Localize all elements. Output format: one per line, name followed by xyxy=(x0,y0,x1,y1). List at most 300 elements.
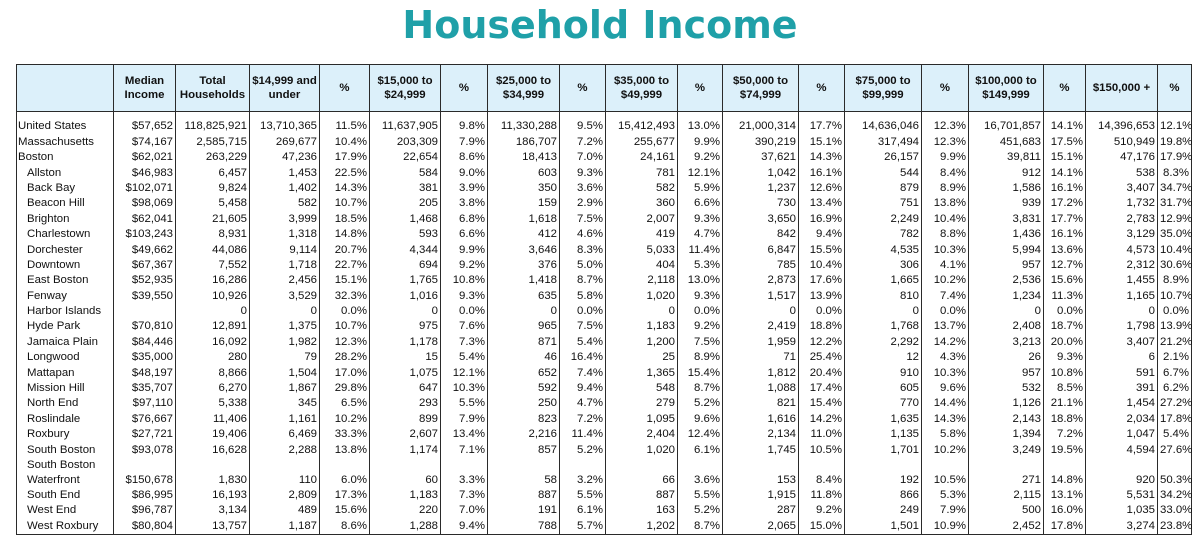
percent-cell: 9.8% xyxy=(441,112,488,135)
value-cell: 1,765 xyxy=(370,273,441,288)
percent-cell: 12.3% xyxy=(320,334,370,349)
percent-cell: 8.6% xyxy=(441,150,488,165)
household-income-table xyxy=(16,64,1192,535)
area-name-cell: Hyde Park xyxy=(17,319,114,334)
value-cell: 250 xyxy=(488,396,560,411)
value-cell: 381 xyxy=(370,181,441,196)
percent-cell: 10.4% xyxy=(799,258,845,273)
value-cell: 360 xyxy=(606,196,678,211)
value-cell: 13,710,365 xyxy=(250,112,320,135)
value-cell: 788 xyxy=(488,518,560,534)
value-cell: $70,810 xyxy=(114,319,176,334)
area-name-cell: South Boston xyxy=(17,442,114,457)
percent-cell: 10.8% xyxy=(441,273,488,288)
percent-cell: 7.1% xyxy=(441,442,488,457)
value-cell: 603 xyxy=(488,165,560,180)
percent-cell: 7.5% xyxy=(678,334,723,349)
percent-cell: 5.2% xyxy=(560,442,606,457)
area-name-cell: East Boston xyxy=(17,273,114,288)
area-name-cell: Allston xyxy=(17,165,114,180)
value-cell: 1,745 xyxy=(723,442,799,457)
percent-cell: 12.6% xyxy=(799,181,845,196)
value-cell: $96,787 xyxy=(114,503,176,518)
percent-cell: 10.3% xyxy=(922,365,969,380)
value-cell: 1,616 xyxy=(723,411,799,426)
value-cell: 15 xyxy=(370,350,441,365)
area-name-cell: West End xyxy=(17,503,114,518)
value-cell: 1,455 xyxy=(1086,273,1158,288)
percent-cell: 5.4% xyxy=(441,350,488,365)
value-cell: 1,468 xyxy=(370,211,441,226)
percent-cell: 18.5% xyxy=(320,211,370,226)
value-cell: 2,143 xyxy=(969,411,1044,426)
value-cell: 879 xyxy=(845,181,922,196)
value-cell: 1,042 xyxy=(723,165,799,180)
percent-cell: 8.8% xyxy=(922,227,969,242)
value-cell: 6,270 xyxy=(176,381,250,396)
percent-cell: 5.3% xyxy=(922,488,969,503)
percent-cell: 14.2% xyxy=(799,411,845,426)
percent-cell: 5.0% xyxy=(560,258,606,273)
percent-cell: 14.3% xyxy=(799,150,845,165)
value-cell: 16,092 xyxy=(176,334,250,349)
percent-cell: 11.8% xyxy=(799,488,845,503)
value-cell: 8,931 xyxy=(176,227,250,242)
value-cell: 271 xyxy=(969,458,1044,488)
value-cell: 582 xyxy=(250,196,320,211)
value-cell: 11,330,288 xyxy=(488,112,560,135)
percent-cell: 27.2% xyxy=(1158,396,1192,411)
percent-cell: 32.3% xyxy=(320,288,370,303)
value-cell: 47,176 xyxy=(1086,150,1158,165)
percent-cell: 18.8% xyxy=(1044,411,1086,426)
table-row xyxy=(17,365,1192,380)
percent-cell: 9.0% xyxy=(441,165,488,180)
value-cell: 965 xyxy=(488,319,560,334)
value-cell: 191 xyxy=(488,503,560,518)
percent-cell: 17.2% xyxy=(1044,196,1086,211)
percent-cell: 3.6% xyxy=(678,458,723,488)
value-cell: 1,665 xyxy=(845,273,922,288)
percent-cell: 20.7% xyxy=(320,242,370,257)
value-cell: 782 xyxy=(845,227,922,242)
percent-cell: 23.8% xyxy=(1158,518,1192,534)
value-cell: 2,292 xyxy=(845,334,922,349)
value-cell: 159 xyxy=(488,196,560,211)
value-cell: 419 xyxy=(606,227,678,242)
value-cell: 0 xyxy=(250,304,320,319)
value-cell: 1,501 xyxy=(845,518,922,534)
percent-cell: 9.2% xyxy=(799,503,845,518)
value-cell: 2,452 xyxy=(969,518,1044,534)
percent-cell: 7.0% xyxy=(560,150,606,165)
percent-cell: 16.0% xyxy=(1044,503,1086,518)
header-cell: $35,000 to $49,999 xyxy=(606,65,678,112)
value-cell: 3,999 xyxy=(250,211,320,226)
percent-cell: 10.2% xyxy=(922,442,969,457)
percent-cell: 11.4% xyxy=(678,242,723,257)
percent-cell: 8.7% xyxy=(678,381,723,396)
percent-cell: 7.3% xyxy=(441,488,488,503)
percent-cell: 8.9% xyxy=(1158,273,1192,288)
value-cell: 1,318 xyxy=(250,227,320,242)
value-cell: $98,069 xyxy=(114,196,176,211)
area-name-cell: Longwood xyxy=(17,350,114,365)
value-cell xyxy=(114,304,176,319)
percent-cell: 17.9% xyxy=(320,150,370,165)
percent-cell: 5.2% xyxy=(678,503,723,518)
value-cell: 205 xyxy=(370,196,441,211)
area-name-cell: Mission Hill xyxy=(17,381,114,396)
percent-cell: 0.0% xyxy=(441,304,488,319)
value-cell: 376 xyxy=(488,258,560,273)
value-cell: 18,413 xyxy=(488,150,560,165)
header-cell: % xyxy=(678,65,723,112)
value-cell: $52,935 xyxy=(114,273,176,288)
value-cell: 1,618 xyxy=(488,211,560,226)
header-cell: % xyxy=(922,65,969,112)
value-cell: 1,234 xyxy=(969,288,1044,303)
value-cell: 26 xyxy=(969,350,1044,365)
percent-cell: 12.3% xyxy=(922,112,969,135)
percent-cell: 28.2% xyxy=(320,350,370,365)
value-cell: 584 xyxy=(370,165,441,180)
value-cell: 887 xyxy=(606,488,678,503)
percent-cell: 8.6% xyxy=(320,518,370,534)
value-cell: 350 xyxy=(488,181,560,196)
value-cell: 44,086 xyxy=(176,242,250,257)
value-cell: 871 xyxy=(488,334,560,349)
percent-cell: 12.9% xyxy=(1158,211,1192,226)
value-cell: 1,135 xyxy=(845,427,922,442)
header-cell: $25,000 to $34,999 xyxy=(488,65,560,112)
percent-cell: 0.0% xyxy=(678,304,723,319)
percent-cell: 6.8% xyxy=(441,211,488,226)
percent-cell: 19.5% xyxy=(1044,442,1086,457)
header-cell: Total Households xyxy=(176,65,250,112)
percent-cell: 14.2% xyxy=(922,334,969,349)
value-cell: 12 xyxy=(845,350,922,365)
value-cell: 37,621 xyxy=(723,150,799,165)
percent-cell: 13.0% xyxy=(678,112,723,135)
value-cell: 3,213 xyxy=(969,334,1044,349)
value-cell: 1,174 xyxy=(370,442,441,457)
percent-cell: 9.9% xyxy=(922,150,969,165)
value-cell: 16,286 xyxy=(176,273,250,288)
value-cell: 2,607 xyxy=(370,427,441,442)
value-cell: 11,637,905 xyxy=(370,112,441,135)
value-cell: 1,867 xyxy=(250,381,320,396)
percent-cell: 0.0% xyxy=(1158,304,1192,319)
percent-cell: 13.9% xyxy=(799,288,845,303)
percent-cell: 50.3% xyxy=(1158,458,1192,488)
header-cell: $15,000 to $24,999 xyxy=(370,65,441,112)
value-cell: 910 xyxy=(845,365,922,380)
percent-cell: 3.3% xyxy=(441,458,488,488)
percent-cell: 0.0% xyxy=(799,304,845,319)
value-cell: 1,187 xyxy=(250,518,320,534)
percent-cell: 15.1% xyxy=(799,134,845,149)
value-cell: 785 xyxy=(723,258,799,273)
value-cell: 1,635 xyxy=(845,411,922,426)
value-cell: 451,683 xyxy=(969,134,1044,149)
value-cell: 279 xyxy=(606,396,678,411)
percent-cell: 27.6% xyxy=(1158,442,1192,457)
percent-cell: 5.5% xyxy=(678,488,723,503)
value-cell: $35,707 xyxy=(114,381,176,396)
table-row xyxy=(17,319,1192,334)
value-cell: 1,016 xyxy=(370,288,441,303)
value-cell: 2,408 xyxy=(969,319,1044,334)
value-cell: 1,126 xyxy=(969,396,1044,411)
value-cell: 3,274 xyxy=(1086,518,1158,534)
percent-cell: 16.1% xyxy=(1044,227,1086,242)
table-row xyxy=(17,518,1192,534)
value-cell: 2,536 xyxy=(969,273,1044,288)
value-cell: 939 xyxy=(969,196,1044,211)
table-body xyxy=(17,112,1192,535)
value-cell: 1,768 xyxy=(845,319,922,334)
table-row xyxy=(17,196,1192,211)
percent-cell: 14.1% xyxy=(1044,112,1086,135)
value-cell: 6,469 xyxy=(250,427,320,442)
percent-cell: 10.4% xyxy=(922,211,969,226)
value-cell: 58 xyxy=(488,458,560,488)
value-cell: 5,033 xyxy=(606,242,678,257)
header-row xyxy=(17,65,1192,112)
value-cell: 7,552 xyxy=(176,258,250,273)
value-cell: 3,831 xyxy=(969,211,1044,226)
percent-cell: 14.8% xyxy=(1044,458,1086,488)
value-cell: 269,677 xyxy=(250,134,320,149)
value-cell: 2,007 xyxy=(606,211,678,226)
value-cell: 249 xyxy=(845,503,922,518)
percent-cell: 15.1% xyxy=(1044,150,1086,165)
value-cell: $48,197 xyxy=(114,365,176,380)
value-cell: 71 xyxy=(723,350,799,365)
area-name-cell: Jamaica Plain xyxy=(17,334,114,349)
percent-cell: 35.0% xyxy=(1158,227,1192,242)
value-cell: 280 xyxy=(176,350,250,365)
value-cell: $80,804 xyxy=(114,518,176,534)
header-cell: $14,999 and under xyxy=(250,65,320,112)
percent-cell: 0.0% xyxy=(1044,304,1086,319)
value-cell: 21,605 xyxy=(176,211,250,226)
value-cell: 592 xyxy=(488,381,560,396)
value-cell: 293 xyxy=(370,396,441,411)
table-row xyxy=(17,112,1192,135)
header-cell: $150,000 + xyxy=(1086,65,1158,112)
value-cell: 391 xyxy=(1086,381,1158,396)
percent-cell: 6.1% xyxy=(678,442,723,457)
percent-cell: 22.5% xyxy=(320,165,370,180)
percent-cell: 3.9% xyxy=(441,181,488,196)
value-cell: 4,535 xyxy=(845,242,922,257)
table-row xyxy=(17,211,1192,226)
value-cell: 19,406 xyxy=(176,427,250,442)
value-cell: 3,529 xyxy=(250,288,320,303)
value-cell: 1,183 xyxy=(370,488,441,503)
table-row xyxy=(17,304,1192,319)
percent-cell: 6.1% xyxy=(560,503,606,518)
value-cell: 899 xyxy=(370,411,441,426)
value-cell: 2,404 xyxy=(606,427,678,442)
percent-cell: 15.4% xyxy=(678,365,723,380)
percent-cell: 15.6% xyxy=(320,503,370,518)
percent-cell: 8.3% xyxy=(1158,165,1192,180)
percent-cell: 12.3% xyxy=(922,134,969,149)
percent-cell: 10.2% xyxy=(922,273,969,288)
percent-cell: 17.7% xyxy=(1044,211,1086,226)
percent-cell: 7.2% xyxy=(1044,427,1086,442)
value-cell: 2,115 xyxy=(969,488,1044,503)
value-cell: 287 xyxy=(723,503,799,518)
percent-cell: 19.8% xyxy=(1158,134,1192,149)
percent-cell: 14.3% xyxy=(922,411,969,426)
percent-cell: 25.4% xyxy=(799,350,845,365)
table-row xyxy=(17,503,1192,518)
value-cell: $84,446 xyxy=(114,334,176,349)
percent-cell: 20.0% xyxy=(1044,334,1086,349)
value-cell: 1,020 xyxy=(606,288,678,303)
value-cell: 544 xyxy=(845,165,922,180)
percent-cell: 5.9% xyxy=(678,181,723,196)
value-cell: 1,183 xyxy=(606,319,678,334)
percent-cell: 2.1% xyxy=(1158,350,1192,365)
table-row xyxy=(17,258,1192,273)
value-cell: 24,161 xyxy=(606,150,678,165)
value-cell: 2,216 xyxy=(488,427,560,442)
value-cell: 1,718 xyxy=(250,258,320,273)
value-cell: 1,812 xyxy=(723,365,799,380)
percent-cell: 8.7% xyxy=(560,273,606,288)
value-cell: 0 xyxy=(176,304,250,319)
percent-cell: 7.0% xyxy=(441,503,488,518)
value-cell: 60 xyxy=(370,458,441,488)
percent-cell: 4.3% xyxy=(922,350,969,365)
percent-cell: 18.8% xyxy=(799,319,845,334)
value-cell: 263,229 xyxy=(176,150,250,165)
percent-cell: 7.4% xyxy=(560,365,606,380)
percent-cell: 7.9% xyxy=(441,134,488,149)
percent-cell: 7.3% xyxy=(441,334,488,349)
percent-cell: 13.0% xyxy=(678,273,723,288)
percent-cell: 5.5% xyxy=(441,396,488,411)
percent-cell: 15.1% xyxy=(320,273,370,288)
value-cell: 5,531 xyxy=(1086,488,1158,503)
value-cell: 5,458 xyxy=(176,196,250,211)
value-cell: 1,586 xyxy=(969,181,1044,196)
area-name-cell: Roslindale xyxy=(17,411,114,426)
value-cell: 16,193 xyxy=(176,488,250,503)
value-cell: 25 xyxy=(606,350,678,365)
area-name-cell: Massachusetts xyxy=(17,134,114,149)
value-cell: 6,457 xyxy=(176,165,250,180)
value-cell: 14,396,653 xyxy=(1086,112,1158,135)
value-cell: 255,677 xyxy=(606,134,678,149)
table-row xyxy=(17,334,1192,349)
percent-cell: 7.4% xyxy=(922,288,969,303)
percent-cell: 34.7% xyxy=(1158,181,1192,196)
percent-cell: 12.1% xyxy=(678,165,723,180)
value-cell: 532 xyxy=(969,381,1044,396)
value-cell: 1,375 xyxy=(250,319,320,334)
percent-cell: 12.1% xyxy=(441,365,488,380)
value-cell: 3,407 xyxy=(1086,334,1158,349)
area-name-cell: Roxbury xyxy=(17,427,114,442)
value-cell: 2,288 xyxy=(250,442,320,457)
table-row xyxy=(17,442,1192,457)
percent-cell: 12.7% xyxy=(1044,258,1086,273)
table-row xyxy=(17,288,1192,303)
percent-cell: 6.6% xyxy=(678,196,723,211)
value-cell: 26,157 xyxy=(845,150,922,165)
header-cell: % xyxy=(560,65,606,112)
percent-cell: 16.4% xyxy=(560,350,606,365)
value-cell: 1,454 xyxy=(1086,396,1158,411)
percent-cell: 21.1% xyxy=(1044,396,1086,411)
value-cell: 1,020 xyxy=(606,442,678,457)
value-cell: 79 xyxy=(250,350,320,365)
percent-cell: 17.8% xyxy=(1158,411,1192,426)
value-cell: 0 xyxy=(1086,304,1158,319)
value-cell: 1,830 xyxy=(176,458,250,488)
value-cell: 203,309 xyxy=(370,134,441,149)
percent-cell: 13.8% xyxy=(922,196,969,211)
percent-cell: 10.8% xyxy=(1044,365,1086,380)
percent-cell: 8.5% xyxy=(1044,381,1086,396)
value-cell: $27,721 xyxy=(114,427,176,442)
percent-cell: 7.6% xyxy=(441,319,488,334)
percent-cell: 11.0% xyxy=(799,427,845,442)
percent-cell: 4.6% xyxy=(560,227,606,242)
percent-cell: 10.7% xyxy=(320,196,370,211)
value-cell: 186,707 xyxy=(488,134,560,149)
percent-cell: 0.0% xyxy=(560,304,606,319)
value-cell: $76,667 xyxy=(114,411,176,426)
percent-cell: 9.2% xyxy=(678,150,723,165)
value-cell: 510,949 xyxy=(1086,134,1158,149)
percent-cell: 34.2% xyxy=(1158,488,1192,503)
header-cell: % xyxy=(320,65,370,112)
value-cell: 1,732 xyxy=(1086,196,1158,211)
percent-cell: 5.3% xyxy=(678,258,723,273)
percent-cell: 5.8% xyxy=(922,427,969,442)
percent-cell: 7.5% xyxy=(560,211,606,226)
value-cell: 2,585,715 xyxy=(176,134,250,149)
percent-cell: 15.5% xyxy=(799,242,845,257)
header-cell: % xyxy=(441,65,488,112)
value-cell: 605 xyxy=(845,381,922,396)
table-row xyxy=(17,427,1192,442)
value-cell: 810 xyxy=(845,288,922,303)
table-row xyxy=(17,242,1192,257)
percent-cell: 8.9% xyxy=(922,181,969,196)
percent-cell: 14.4% xyxy=(922,396,969,411)
value-cell: 306 xyxy=(845,258,922,273)
value-cell: 2,034 xyxy=(1086,411,1158,426)
area-name-cell: South Boston Waterfront xyxy=(17,458,114,488)
value-cell: 1,402 xyxy=(250,181,320,196)
percent-cell: 13.4% xyxy=(441,427,488,442)
percent-cell: 6.5% xyxy=(320,396,370,411)
value-cell: $93,078 xyxy=(114,442,176,457)
value-cell: 548 xyxy=(606,381,678,396)
value-cell: $39,550 xyxy=(114,288,176,303)
table-row xyxy=(17,150,1192,165)
value-cell: $62,021 xyxy=(114,150,176,165)
percent-cell: 5.5% xyxy=(560,488,606,503)
